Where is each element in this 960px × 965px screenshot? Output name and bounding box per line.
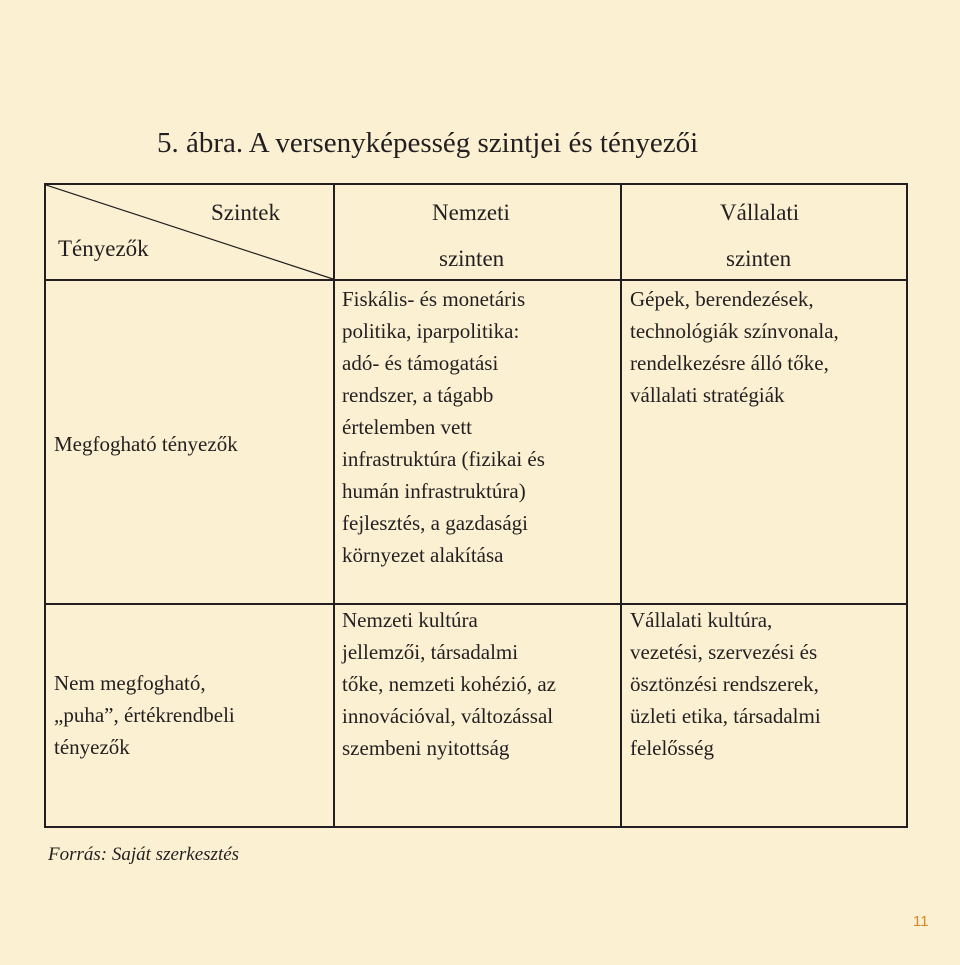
header-company-line-2: szinten [726,246,792,271]
text-line: fejlesztés, a gazdasági [342,511,528,535]
text-line: humán infrastruktúra) [342,479,526,503]
text-line: Vállalati kultúra, [630,608,773,632]
text-line: üzleti etika, társadalmi [630,704,821,728]
text-line: jellemzői, társadalmi [342,640,519,664]
text-line: „puha”, értékrendbeli [54,703,235,727]
text-line: szembeni nyitottság [342,736,510,760]
text-line: környezet alakítása [342,543,504,567]
text-line: rendszer, a tágabb [342,383,494,407]
text-line: tőke, nemzeti kohézió, az [342,672,556,696]
text-line: Gépek, berendezések, [630,287,814,311]
header-company-line-1: Vállalati [720,200,800,225]
text-line: tényezők [54,735,130,759]
text-line: Nemzeti kultúra [342,608,478,632]
text-line: technológiák színvonala, [630,319,839,343]
text-line: ösztönzési rendszerek, [630,672,819,696]
national-intangible-text [342,604,556,764]
column-divider-1 [333,185,335,826]
column-divider-2 [620,185,622,826]
corner-label-levels: Szintek [211,200,280,225]
row-label-intangible [54,667,235,763]
text-line: vállalati stratégiák [630,383,785,407]
national-tangible-text [342,283,545,571]
corner-label-factors: Tényezők [58,236,149,261]
text-line: Nem megfogható, [54,671,206,695]
competitiveness-table [44,183,908,828]
text-line: adó- és támogatási [342,351,499,375]
text-line: infrastruktúra (fizikai és [342,447,545,471]
text-line: politika, iparpolitika: [342,319,520,343]
row-label-tangible: Megfogható tényezők [54,432,238,456]
company-tangible-text [630,283,839,411]
text-line: értelemben vett [342,415,473,439]
text-line: rendelkezésre álló tőke, [630,351,829,375]
text-line: Fiskális- és monetáris [342,287,526,311]
company-intangible-text [630,604,821,764]
source-note: Forrás: Saját szerkesztés [48,844,240,865]
text-line: vezetési, szervezési és [630,640,818,664]
header-national-line-2: szinten [439,246,505,271]
text-line: innovációval, változással [342,704,554,728]
text-line: felelősség [630,736,714,760]
header-national-line-1: Nemzeti [432,200,510,225]
figure-title: 5. ábra. A versenyképesség szintjei és tényezői [157,127,699,159]
page-number: 11 [913,913,929,930]
